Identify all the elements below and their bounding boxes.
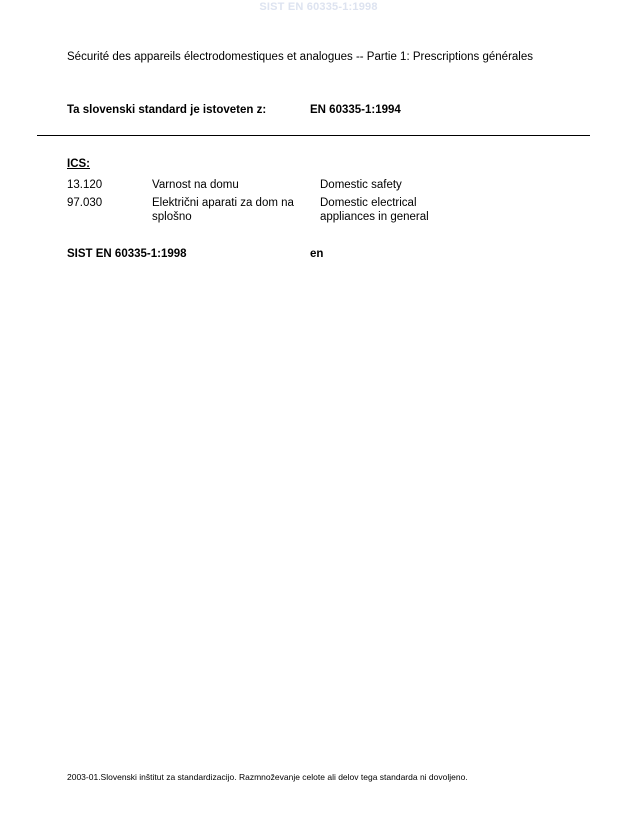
ics-description-english: Domestic electrical appliances in general: [320, 197, 429, 223]
identity-value: EN 60335-1:1994: [310, 104, 401, 116]
ics-description-slovenian: Električni aparati za dom na splošno: [152, 197, 294, 223]
identity-label: Ta slovenski standard je istoveten z:: [67, 104, 267, 116]
identity-statement: [67, 104, 401, 116]
standard-code: SIST EN 60335-1:1998: [67, 248, 187, 260]
standard-designation: [67, 248, 324, 260]
ics-code: 97.030: [67, 197, 103, 209]
ics-code: 13.120: [67, 179, 103, 191]
ics-description-english: Domestic safety: [320, 179, 402, 191]
ics-heading: ICS:: [67, 158, 90, 170]
ics-description-slovenian: Varnost na domu: [152, 179, 239, 191]
horizontal-divider: [37, 135, 590, 136]
copyright-footer: 2003-01.Slovenski inštitut za standardizacijo. Razmnoževanje celote ali delov tega standarda ni dovoljeno.: [67, 772, 468, 782]
watermark-standard-code: SIST EN 60335-1:1998: [259, 1, 378, 13]
document-title-french: Sécurité des appareils électrodomestiques et analogues -- Partie 1: Prescriptions générales: [67, 51, 534, 63]
standard-language: en: [310, 248, 324, 260]
